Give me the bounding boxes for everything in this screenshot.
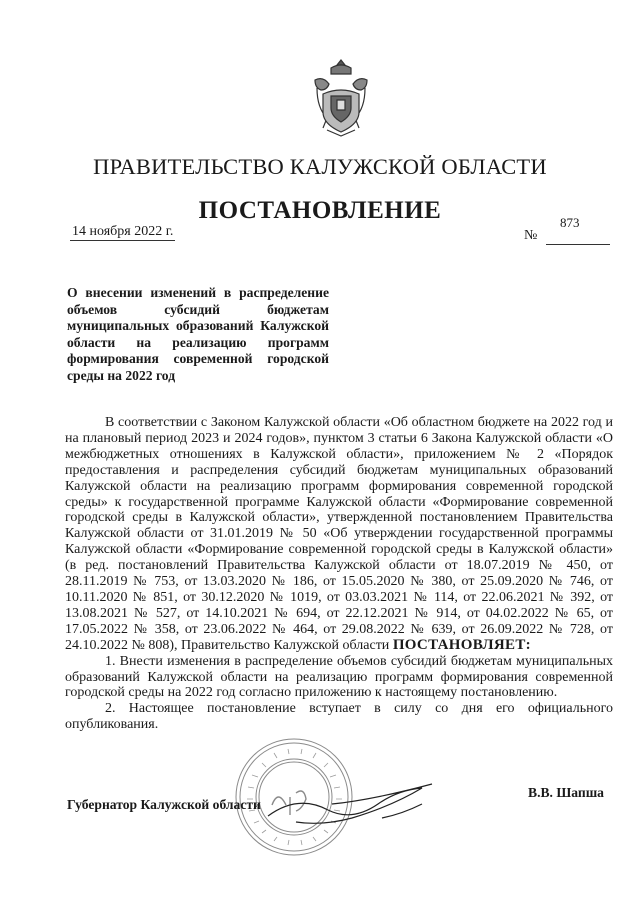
document-date: 14 ноября 2022 г. bbox=[72, 224, 174, 239]
number-sign: № bbox=[524, 228, 538, 243]
coat-of-arms-icon bbox=[309, 58, 373, 138]
number-underline bbox=[546, 244, 610, 245]
subject-line: среды на 2022 год bbox=[67, 367, 176, 383]
document-number: 873 bbox=[560, 215, 580, 230]
clause-1: 1. Внести изменения в распределение объемов субсидий бюджетам муниципальных образований Калужской области на реализацию программ формирования современной городской среды на 2022 год согласно приложению к настоящему постановлению. bbox=[65, 653, 613, 701]
subject-line: муниципальных образований Калужской bbox=[67, 318, 329, 333]
clause-2: 2. Настоящее постановление вступает в силу со дня его официального опубликования. bbox=[65, 701, 613, 733]
preamble-paragraph bbox=[65, 415, 613, 654]
document-type-title: ПОСТАНОВЛЕНИЕ bbox=[198, 197, 442, 224]
subject-line: О внесении изменений в распределение bbox=[67, 285, 329, 300]
subject-line: объемов субсидий бюджетам bbox=[67, 301, 329, 317]
handwritten-signature bbox=[262, 770, 452, 840]
preamble-text: В соответствии с Законом Калужской области «Об областном бюджете на 2022 год и на плановый период 2023 и 2024 годов», пунктом 3 статьи 6 Закона Калужской области «О межбюджетных отношениях в Калужской области», приложением № 2 «Порядок предоставления и распределения субсидий бюджетам муниципальных образований Калужской области на реализацию программ формирования современной городской среды» к государственной программе Калужской области «Формирование современной городской среды в Калужской области», утвержденной постановлением Правительства Калужской области от 31.01.2019 № 50 «Об утверждении государственной программы Калужской области «Формирование современной городской среды в Калужской области» (в ред. постановлений Правительства Калужской области от 18.07.2019 № 450, от 28.11.2019 № 753, от 13.03.2020 № 186, от 15.05.2020 № 380, от 25.09.2020 № 746, от 10.11.2020 № 851, от 30.12.2020 № 1019, от 03.03.2021 № 114, от 22.06.2021 № 392, от 13.08.2021 № 527, от 14.10.2021 № 694, от 22.12.2021 № 914, от 04.02.2022 № 65, от 17.05.2022 № 358, от 23.06.2022 № 464, от 29.08.2022 № 639, от 26.09.2022 № 728, от 24.10.2022 № 808), Правительство Калужской области bbox=[65, 415, 613, 653]
document-body bbox=[65, 415, 613, 733]
government-title: ПРАВИТЕЛЬСТВО КАЛУЖСКОЙ ОБЛАСТИ bbox=[93, 154, 547, 179]
document-subject bbox=[67, 285, 329, 384]
signatory-name: В.В. Шапша bbox=[528, 785, 604, 800]
subject-line: формирования современной городской bbox=[67, 351, 329, 366]
decree-word: ПОСТАНОВЛЯЕТ: bbox=[392, 636, 531, 653]
subject-line: области на реализацию программ bbox=[67, 334, 329, 350]
signatory-role: Губернатор Калужской области bbox=[67, 797, 261, 812]
